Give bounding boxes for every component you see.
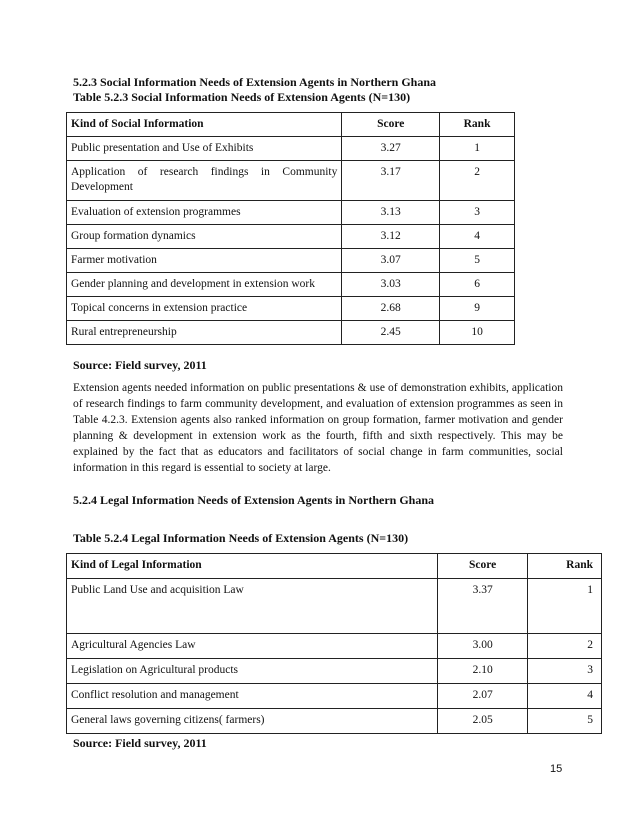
cell-rank: 6: [440, 273, 515, 297]
cell-score: 3.27: [342, 137, 440, 161]
table-row: [67, 297, 515, 321]
header-rank: Rank: [440, 113, 515, 137]
table-row: [67, 273, 515, 297]
cell-rank: 4: [440, 225, 515, 249]
table-row: [67, 249, 515, 273]
legal-information-table: [66, 553, 602, 734]
cell-rank: 4: [528, 684, 602, 709]
cell-kind: General laws governing citizens( farmers): [67, 709, 438, 734]
cell-score: 3.37: [438, 579, 528, 634]
cell-score: 3.12: [342, 225, 440, 249]
table1-source: Source: Field survey, 2011: [73, 358, 207, 372]
section-heading-legal: 5.2.4 Legal Information Needs of Extension Agents in Northern Ghana: [73, 493, 435, 507]
cell-rank: 1: [528, 579, 602, 634]
cell-rank: 1: [440, 137, 515, 161]
cell-kind: Evaluation of extension programmes: [67, 201, 342, 225]
table-row: [67, 137, 515, 161]
cell-rank: 5: [528, 709, 602, 734]
table-row: [67, 684, 602, 709]
cell-kind: Agricultural Agencies Law: [67, 634, 438, 659]
header-score: Score: [342, 113, 440, 137]
header-rank: Rank: [528, 554, 602, 579]
cell-kind: Group formation dynamics: [67, 225, 342, 249]
table-header-row: [67, 113, 515, 137]
cell-rank: 2: [528, 634, 602, 659]
table-row: [67, 225, 515, 249]
cell-score: 3.13: [342, 201, 440, 225]
cell-score: 2.45: [342, 321, 440, 345]
cell-rank: 2: [440, 161, 515, 201]
table-row: [67, 634, 602, 659]
cell-kind: Legislation on Agricultural products: [67, 659, 438, 684]
cell-score: 2.68: [342, 297, 440, 321]
page-number: 15: [550, 763, 563, 775]
table-row: [67, 579, 602, 634]
cell-kind: Public Land Use and acquisition Law: [67, 579, 438, 634]
cell-kind: Conflict resolution and management: [67, 684, 438, 709]
cell-rank: 9: [440, 297, 515, 321]
table2-source: Source: Field survey, 2011: [73, 736, 207, 750]
header-kind: Kind of Social Information: [67, 113, 342, 137]
header-score: Score: [438, 554, 528, 579]
cell-kind: Application of research findings in Community Development: [67, 161, 342, 201]
social-information-table: [66, 112, 515, 345]
cell-kind: Gender planning and development in extension work: [67, 273, 342, 297]
table-row: [67, 659, 602, 684]
table-row: [67, 321, 515, 345]
table-row: [67, 709, 602, 734]
cell-kind: Topical concerns in extension practice: [67, 297, 342, 321]
section-heading: 5.2.3 Social Information Needs of Extension Agents in Northern Ghana: [73, 75, 437, 89]
header-kind: Kind of Legal Information: [67, 554, 438, 579]
cell-score: 3.03: [342, 273, 440, 297]
table2-caption: Table 5.2.4 Legal Information Needs of Extension Agents (N=130): [73, 531, 409, 545]
table1-caption: Table 5.2.3 Social Information Needs of Extension Agents (N=130): [73, 90, 411, 104]
table-row: [67, 201, 515, 225]
cell-rank: 10: [440, 321, 515, 345]
table-header-row: [67, 554, 602, 579]
cell-kind: Rural entrepreneurship: [67, 321, 342, 345]
cell-score: 3.07: [342, 249, 440, 273]
cell-score: 2.07: [438, 684, 528, 709]
cell-rank: 5: [440, 249, 515, 273]
cell-rank: 3: [440, 201, 515, 225]
cell-score: 2.10: [438, 659, 528, 684]
cell-rank: 3: [528, 659, 602, 684]
cell-score: 2.05: [438, 709, 528, 734]
table-row: [67, 161, 515, 201]
cell-kind: Farmer motivation: [67, 249, 342, 273]
cell-score: 3.00: [438, 634, 528, 659]
body-paragraph: Extension agents needed information on public presentations & use of demonstration exhibits, application of research findings to farm community development, and evaluation of extension programmes as seen in Table 4.2.3. Extension agents also ranked information on group formation, farmer motivation and gender planning & development in extension work as the fourth, fifth and sixth respectively. This may be explained by the fact that as educators and facilitators of social change in farm communities, social information in this regard is essential to society at large.: [73, 382, 563, 474]
cell-score: 3.17: [342, 161, 440, 201]
cell-kind: Public presentation and Use of Exhibits: [67, 137, 342, 161]
